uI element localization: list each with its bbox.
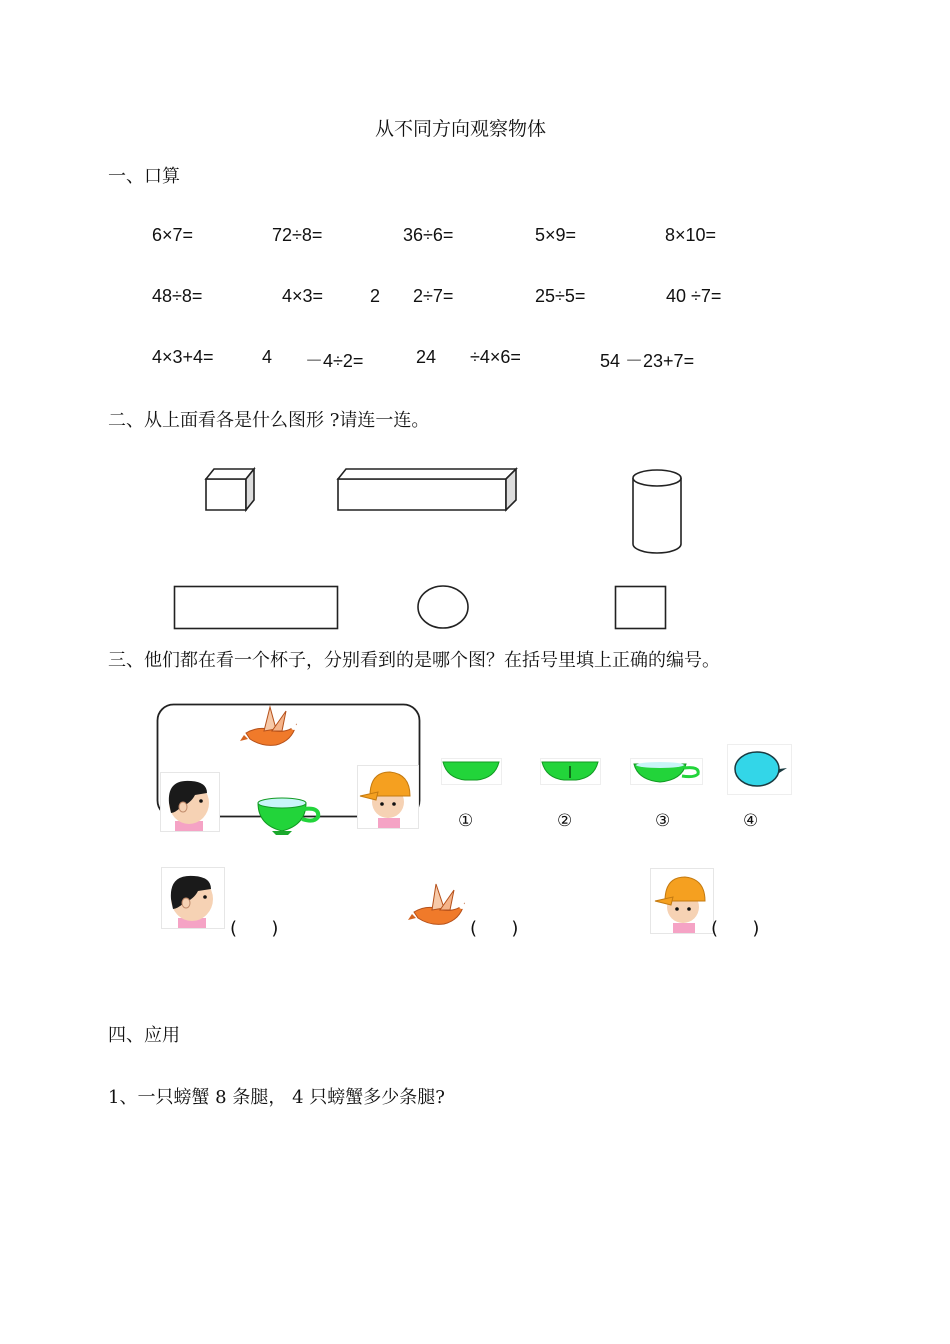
answer-bird-image xyxy=(408,880,470,932)
problem-2-3: 2 xyxy=(370,286,381,306)
cuboid-shape xyxy=(336,467,520,513)
problem-3-1: 4×3+4= xyxy=(152,347,214,367)
problem-2-4: 2÷7= xyxy=(413,286,454,306)
answer-boy-front-image xyxy=(650,868,714,934)
option-1-label: ① xyxy=(458,811,474,831)
option-3-label: ③ xyxy=(655,811,671,831)
square-view xyxy=(614,585,668,631)
section3-heading: 三、他们都在看一个杯子，分别看到的是哪个图？在括号里填上正确的编号。 xyxy=(108,650,720,671)
cylinder-shape xyxy=(630,468,684,556)
problem-1-5: 8×10= xyxy=(665,225,717,245)
boy-front-image xyxy=(357,765,419,829)
problem-1-3: 36÷6= xyxy=(403,225,454,245)
problem-1-4: 5×9= xyxy=(535,225,577,245)
problem-3-4: 24 xyxy=(416,347,437,367)
option-2-label: ② xyxy=(557,811,573,831)
circle-view xyxy=(416,584,472,632)
section4-heading: 四、应用 xyxy=(108,1025,180,1046)
problem-3-3: －4÷2= xyxy=(305,351,364,371)
bird-image xyxy=(240,703,302,753)
option-4-label: ④ xyxy=(743,811,759,831)
answer-boy-left-image xyxy=(161,867,225,929)
page-title: 从不同方向观察物体 xyxy=(375,118,547,140)
rectangle-view xyxy=(173,585,341,631)
option-4-view xyxy=(727,744,793,796)
cup-image xyxy=(254,795,326,837)
question-1: 1、一只螃蟹 8 条腿， 4 只螃蟹多少条腿? xyxy=(108,1087,445,1108)
problem-3-6: 54 －23+7= xyxy=(600,351,695,371)
problem-2-6: 40 ÷7= xyxy=(666,286,722,306)
problem-1-1: 6×7= xyxy=(152,225,194,245)
problem-3-2: 4 xyxy=(262,347,273,367)
problem-2-1: 48÷8= xyxy=(152,286,203,306)
option-3-view xyxy=(630,758,704,786)
answer-blank-1[interactable]: ( ) xyxy=(230,918,279,939)
cube-shape xyxy=(204,467,258,513)
problem-1-2: 72÷8= xyxy=(272,225,323,245)
option-1-view xyxy=(441,758,503,786)
answer-blank-3[interactable]: ( ) xyxy=(711,918,760,939)
section1-heading: 一、口算 xyxy=(108,166,180,187)
problem-3-5: ÷4×6= xyxy=(470,347,521,367)
answer-blank-2[interactable]: ( ) xyxy=(470,918,519,939)
problem-2-2: 4×3= xyxy=(282,286,324,306)
option-2-view xyxy=(540,758,602,786)
section2-heading: 二、从上面看各是什么图形 ?请连一连。 xyxy=(108,410,430,431)
boy-left-image xyxy=(160,772,220,832)
problem-2-5: 25÷5= xyxy=(535,286,586,306)
